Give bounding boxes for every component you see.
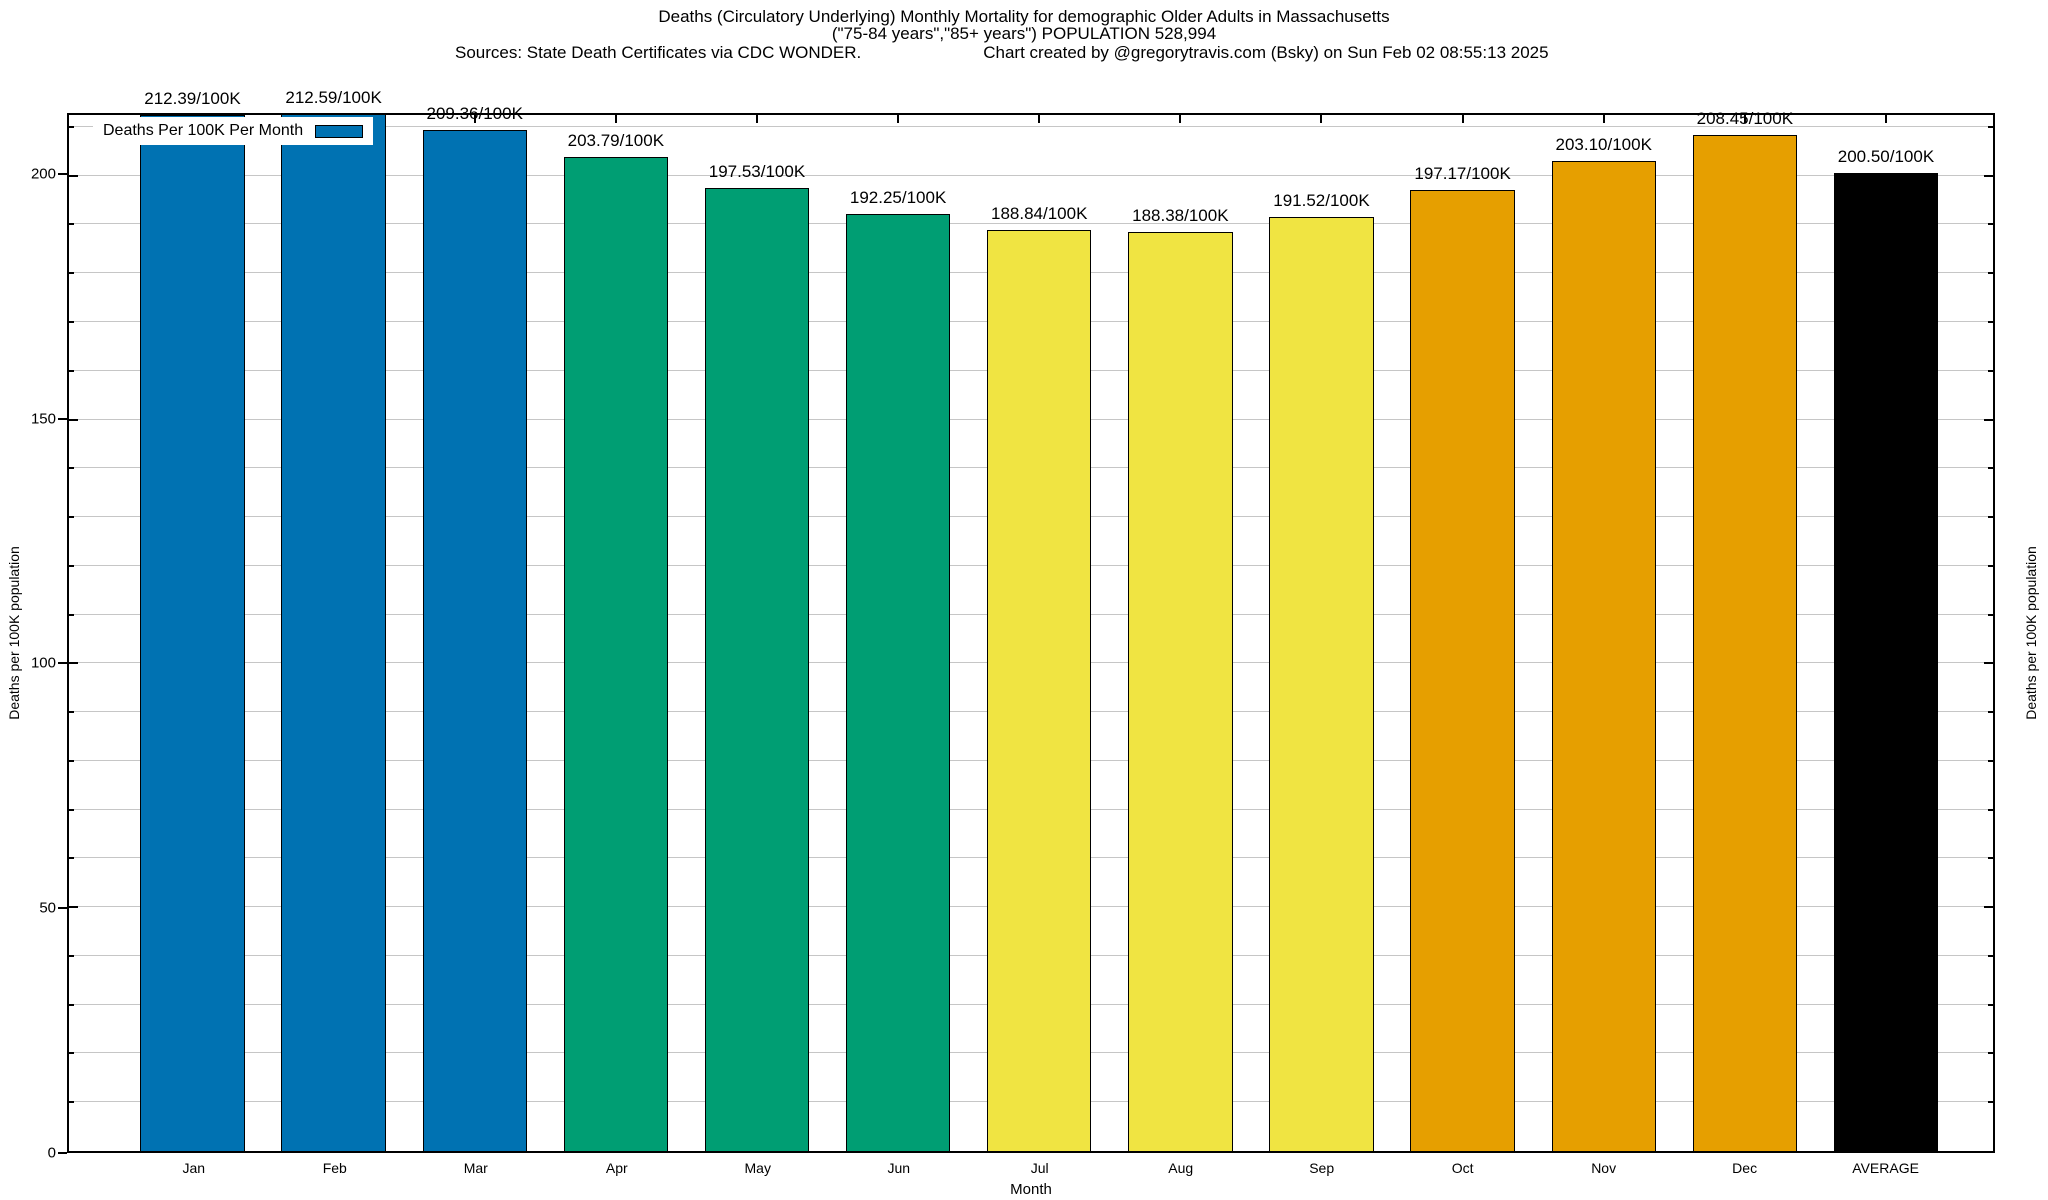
y-axis-title-left: Deaths per 100K population: [6, 546, 22, 720]
y-outer-tick-50: [58, 907, 67, 909]
x-category-label-dec: Dec: [1732, 1160, 1758, 1176]
bar-slot-jan: [122, 115, 263, 1151]
bar-value-label-dec: 208.45/100K: [1696, 108, 1794, 128]
bar-feb: [281, 115, 385, 1151]
x-category-label-jul: Jul: [1030, 1160, 1049, 1176]
x-axis-title: Month: [1010, 1181, 1052, 1198]
bar-value-label-jan: 212.39/100K: [144, 89, 241, 109]
bar-sep: [1269, 217, 1373, 1151]
y-tick-label-0: 0: [47, 1144, 56, 1162]
x-category-label-jun: Jun: [887, 1160, 911, 1176]
legend-swatch-icon: [315, 125, 363, 138]
x-category-label-nov: Nov: [1591, 1160, 1617, 1176]
bar-nov: [1552, 161, 1656, 1151]
x-axis-category-labels: [67, 1160, 1995, 1176]
y-axis-title-right: Deaths per 100K population: [2023, 546, 2039, 720]
bar-slot-feb: [263, 115, 404, 1151]
bar-slot-dec: [1674, 115, 1815, 1151]
y-outer-tick-150: [58, 418, 67, 420]
plot-area: [67, 88, 1995, 1153]
bar-jan: [140, 115, 244, 1151]
chart-subtitle-row: [455, 43, 1549, 63]
bar-slot-mar: [404, 115, 545, 1151]
y-tick-label-50: 50: [39, 899, 56, 917]
x-category-label-feb: Feb: [322, 1160, 347, 1176]
bar-value-label-mar: 209.36/100K: [426, 104, 523, 124]
y-outer-tick-0: [58, 1152, 67, 1154]
bar-value-label-jul: 188.84/100K: [991, 204, 1088, 224]
y-tick-label-150: 150: [30, 410, 56, 428]
y-outer-tick-200: [58, 173, 67, 175]
bar-slot-aug: [1110, 115, 1251, 1151]
x-category-label-sep: Sep: [1309, 1160, 1335, 1176]
y-outer-tick-100: [58, 662, 67, 664]
sources-text: Sources: State Death Certificates via CDC WONDER.: [455, 43, 862, 62]
x-category-label-jan: Jan: [182, 1160, 206, 1176]
bar-apr: [564, 157, 668, 1151]
bar-value-label-average: 200.50/100K: [1837, 147, 1935, 167]
bar-value-label-apr: 203.79/100K: [567, 131, 665, 151]
bar-slot-nov: [1533, 115, 1674, 1151]
x-category-label-aug: Aug: [1168, 1160, 1194, 1176]
x-category-label-apr: Apr: [605, 1160, 628, 1176]
bar-may: [705, 188, 809, 1151]
chart-title-line2: ("75-84 years","85+ years") POPULATION 528,994: [831, 24, 1217, 43]
bar-dec: [1693, 135, 1797, 1151]
y-axis-outer-ticks: [58, 113, 67, 1153]
x-category-label-average: AVERAGE: [1852, 1160, 1919, 1176]
legend: [93, 117, 373, 145]
bar-mar: [423, 130, 527, 1151]
chart-title-line1: Deaths (Circulatory Underlying) Monthly Mortality for demographic Older Adults in Massachusetts: [658, 7, 1390, 26]
bar-oct: [1410, 190, 1514, 1151]
bar-slot-may: [686, 115, 827, 1151]
x-category-label-oct: Oct: [1451, 1160, 1474, 1176]
y-tick-label-200: 200: [30, 165, 56, 183]
y-tick-label-100: 100: [30, 654, 56, 672]
bar-jul: [987, 230, 1091, 1151]
chart-title-block: [0, 9, 2048, 43]
bar-jun: [846, 214, 950, 1151]
bar-value-label-may: 197.53/100K: [708, 161, 806, 181]
x-category-label-may: May: [744, 1160, 771, 1176]
bar-value-label-oct: 197.17/100K: [1414, 163, 1511, 183]
bar-slot-average: [1815, 115, 1956, 1151]
bar-value-label-nov: 203.10/100K: [1555, 134, 1652, 154]
bar-value-label-aug: 188.38/100K: [1132, 206, 1229, 226]
bar-slot-oct: [1392, 115, 1533, 1151]
bars-layer: [69, 115, 1993, 1151]
bar-slot-jun: [828, 115, 969, 1151]
bar-value-label-jun: 192.25/100K: [849, 187, 947, 207]
bar-slot-sep: [1251, 115, 1392, 1151]
bar-aug: [1128, 232, 1232, 1151]
bar-value-label-sep: 191.52/100K: [1273, 191, 1370, 211]
bar-slot-apr: [545, 115, 686, 1151]
bar-slot-jul: [969, 115, 1110, 1151]
bar-value-label-feb: 212.59/100K: [285, 88, 382, 108]
bar-average: [1834, 173, 1938, 1151]
x-category-label-mar: Mar: [463, 1160, 488, 1176]
legend-label: Deaths Per 100K Per Month: [103, 122, 304, 139]
credit-text: Chart created by @gregorytravis.com (Bsky) on Sun Feb 02 08:55:13 2025: [983, 43, 1549, 62]
